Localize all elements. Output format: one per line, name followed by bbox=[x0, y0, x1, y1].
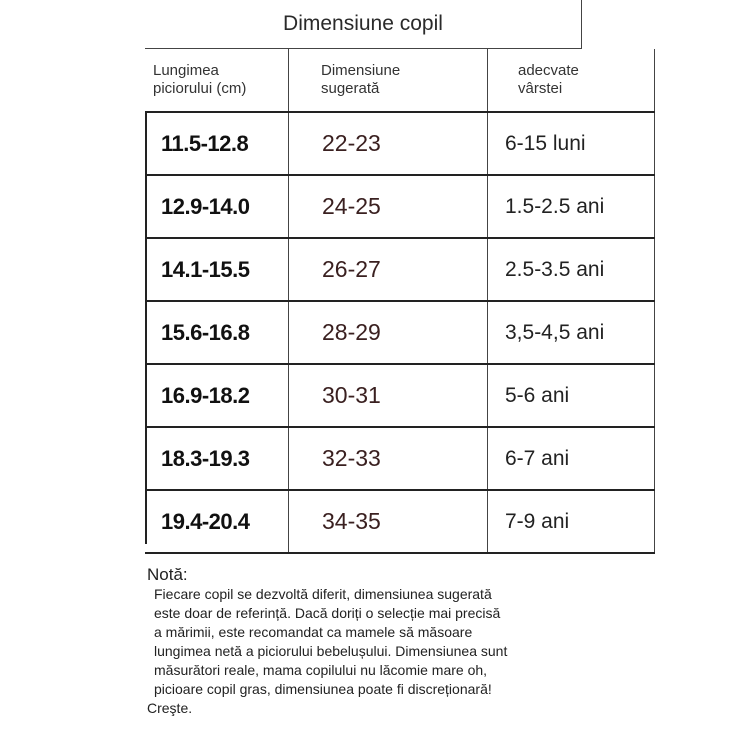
table-row bbox=[145, 238, 655, 301]
foot-length-cell: 14.1-15.5 bbox=[145, 238, 289, 301]
age-cell: 1.5-2.5 ani bbox=[488, 175, 655, 238]
table-header-row bbox=[145, 49, 655, 112]
foot-length-cell: 15.6-16.8 bbox=[145, 301, 289, 364]
table-row bbox=[145, 112, 655, 175]
size-cell: 30-31 bbox=[289, 364, 488, 427]
age-cell: 2.5-3.5 ani bbox=[488, 238, 655, 301]
table-row bbox=[145, 427, 655, 490]
foot-length-cell: 18.3-19.3 bbox=[145, 427, 289, 490]
foot-length-cell: 11.5-12.8 bbox=[145, 112, 289, 175]
header-suggested-size: Dimensiune sugerată bbox=[289, 49, 488, 112]
table-row bbox=[145, 364, 655, 427]
age-cell: 5-6 ani bbox=[488, 364, 655, 427]
note-title: Notă: bbox=[147, 565, 188, 584]
note-line: picioare copil gras, dimensiunea poate fi discreționară! bbox=[154, 681, 492, 697]
note-end: Creşte. bbox=[147, 700, 193, 716]
note-section bbox=[147, 565, 587, 718]
age-cell: 6-7 ani bbox=[488, 427, 655, 490]
note-line: este doar de referință. Dacă doriți o selecție mai precisă bbox=[154, 605, 501, 621]
size-table bbox=[145, 49, 655, 554]
header-foot-length: Lungimea piciorului (cm) bbox=[145, 49, 289, 112]
table-row bbox=[145, 301, 655, 364]
table-row bbox=[145, 490, 655, 553]
size-cell: 28-29 bbox=[289, 301, 488, 364]
foot-length-cell: 19.4-20.4 bbox=[145, 490, 289, 553]
note-line: Fiecare copil se dezvoltă diferit, dimensiunea sugerată bbox=[154, 586, 492, 602]
size-chart bbox=[145, 0, 605, 545]
note-body bbox=[147, 585, 587, 699]
age-cell: 6-15 luni bbox=[488, 112, 655, 175]
foot-length-cell: 12.9-14.0 bbox=[145, 175, 289, 238]
size-cell: 26-27 bbox=[289, 238, 488, 301]
note-line: măsurători reale, mama copilului nu lăcomie mare oh, bbox=[154, 662, 488, 678]
header-age: adecvate vârstei bbox=[488, 49, 655, 112]
foot-length-cell: 16.9-18.2 bbox=[145, 364, 289, 427]
note-line: lungimea netă a piciorului bebelușului. Dimensiunea sunt bbox=[154, 643, 508, 659]
age-cell: 3,5-4,5 ani bbox=[488, 301, 655, 364]
age-cell: 7-9 ani bbox=[488, 490, 655, 553]
chart-title: Dimensiune copil bbox=[145, 0, 582, 48]
size-cell: 32-33 bbox=[289, 427, 488, 490]
size-cell: 22-23 bbox=[289, 112, 488, 175]
note-line: a mărimii, este recomandat ca mamele să măsoare bbox=[154, 624, 473, 640]
table-row bbox=[145, 175, 655, 238]
size-cell: 34-35 bbox=[289, 490, 488, 553]
size-cell: 24-25 bbox=[289, 175, 488, 238]
